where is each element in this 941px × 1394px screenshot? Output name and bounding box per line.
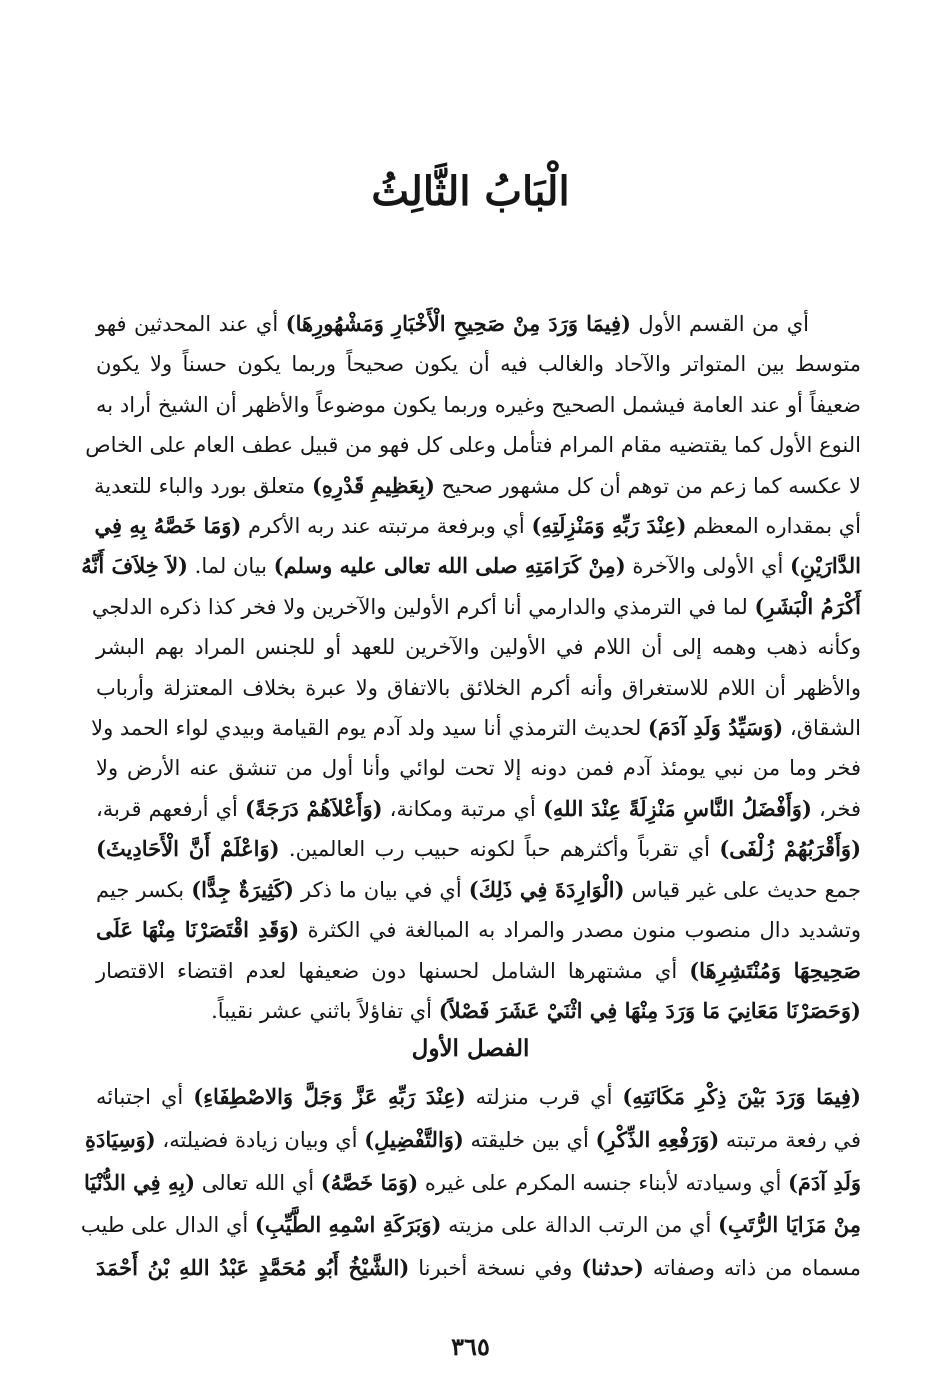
matn-quote: مِنْ مَزَايَا الرُّتَبِ) [718, 1212, 861, 1238]
text-line [96, 829, 861, 869]
commentary-text: أي قرب منزلته [465, 1085, 623, 1109]
matn-quote: (وَقَدِ اقْتَصَرْنَا مِنْهَا عَلَى [96, 917, 300, 943]
matn-quote: (لاَ خِلاَفَ أَنَّهُ [81, 553, 188, 579]
section-heading: الفصل الأول [411, 1035, 530, 1062]
commentary-text: لحديث الترمذي أنا سيد ولد آدم يوم القيامة وبيدي لواء الحمد ولا [91, 716, 648, 741]
text-line [96, 1076, 861, 1119]
matn-quote: (وَمَا خَصَّهُ) [320, 1169, 419, 1195]
matn-quote: (وَسِيَادَةِ [84, 1126, 156, 1152]
commentary-text: أي مرتبة ومكانة، [382, 796, 543, 821]
text-line [96, 910, 861, 950]
commentary-text: أي اجتبائه [96, 1085, 194, 1109]
commentary-text: متوسط بين المتواتر والآحاد والغالب فيه أن يكون صحيحاً وربما يكون حسناً ولا يكون [96, 352, 861, 377]
text-line [96, 385, 861, 425]
matn-quote: (عِنْدَ رَبِّهِ عَزَّ وَجَلَّ وَالاصْطِفَاءِ) [193, 1084, 466, 1109]
matn-quote: (وَسَيِّدُ وَلَدِ آدَمَ) [647, 715, 784, 741]
matn-quote: (عِنْدَ رَبِّهِ وَمَنْزِلَتِهِ) [531, 513, 687, 539]
commentary-text: مسماه من ذاته وصفاته [643, 1256, 861, 1281]
commentary-text: أي الله تعالى [195, 1170, 321, 1195]
matn-quote: (مِنْ كَرَامَتِهِ صلى الله تعالى عليه وسلم) [273, 553, 626, 579]
matn-quote: (فِيمَا وَرَدَ مِنْ صَحِيحِ الْأَخْبَارِ وَمَشْهُورِهَا) [285, 311, 631, 336]
text-line [84, 1162, 861, 1205]
commentary-text: أي وبيان زيادة فضيلته، [155, 1127, 365, 1152]
text-line [96, 748, 861, 788]
commentary-text: النوع الأول كما يقتضيه مقام المرام فتأمل وعلى كل فهو من قبيل عطف العام على الخاص [85, 433, 861, 458]
text-line [96, 668, 861, 708]
commentary-text: أي أرفعهم قربة، [96, 796, 246, 821]
commentary-text: أي من الرتب الدالة على مزيته [441, 1213, 718, 1238]
text-line [96, 870, 861, 910]
text-line [96, 627, 861, 667]
matn-quote: (كَثِيرَةٌ جِدًّا) [191, 876, 294, 902]
commentary-text: أي مشتهرها الشامل لحسنها دون ضعيفها لعدم اقتضاء الاقتصار [96, 958, 690, 983]
text-line [84, 1119, 861, 1162]
commentary-text: وفي نسخة أخبرنا [409, 1256, 582, 1281]
chapter-intro-paragraph [81, 304, 862, 1031]
matn-quote: (وَمَا خَصَّهُ بِهِ فِي [94, 513, 242, 539]
commentary-text: أي وبرفعة مرتبته عند ربه الأكرم [241, 514, 532, 539]
commentary-text: لا عكسه كما زعم من توهم أن كل مشهور صحيح [434, 473, 861, 498]
matn-quote: (فِيمَا وَرَدَ بَيْنَ ذِكْرِ مَكَانَتِهِ) [622, 1084, 861, 1109]
matn-quote: (بِهِ فِي الدُّنْيَا [84, 1169, 196, 1195]
matn-quote: (وَحَصَرْنَا مَعَانِيَ مَا وَرَدَ مِنْهَا فِي اثْنَيْ عَشَرَ فَصْلاً) [438, 997, 861, 1023]
chapter-title: الْبَابُ الثَّالِثُ [371, 168, 570, 215]
matn-quote: (وَأَقْرَبُهُمْ زُلْفَى) [719, 836, 862, 862]
text-line [80, 1204, 861, 1247]
matn-quote: (وَأَفْضَلُ النَّاسِ مَنْزِلَةً عِنْدَ اللهِ) [542, 795, 812, 821]
text-line [96, 1247, 861, 1290]
matn-quote: أَكْرَمُ الْبَشَرِ) [754, 593, 861, 619]
commentary-text: أي تقرباً وأكثرهم حباً لكونه حبيب رب العالمين. [279, 837, 720, 862]
matn-quote: (وَالتَّفْضِيلِ) [364, 1126, 464, 1152]
commentary-text: أي بين خليقته [463, 1127, 596, 1152]
matn-quote: (وَرَفْعِهِ الذِّكْرِ) [595, 1126, 720, 1152]
commentary-text: الشقاق، [783, 716, 861, 741]
text-line [85, 425, 861, 465]
text-line [96, 506, 861, 546]
commentary-text: أي عند المحدثين فهو [96, 312, 286, 336]
text-line [96, 789, 861, 829]
commentary-text: أي بمقداره المعظم [686, 514, 861, 539]
commentary-text: جمع حديث على غير قياس [624, 877, 861, 902]
commentary-text: لما في الترمذي والدارمي أنا أكرم الأولين والآخرين ولا فخر كذا ذكره الدلجي [91, 594, 755, 619]
section-body-paragraph [80, 1076, 861, 1290]
matn-quote: (الشَّيْخُ أَبُو مُحَمَّدٍ عَبْدُ اللهِ بْنُ أَحْمَدَ [96, 1255, 410, 1281]
commentary-text: بيان لما. [188, 554, 274, 579]
text-line [93, 466, 861, 506]
text-line [81, 546, 861, 586]
commentary-text: أي تفاؤلاً باثني عشر نقيباً. [211, 998, 439, 1023]
matn-quote: (الْوَارِدَةَ فِي ذَلِكَ) [468, 876, 625, 902]
commentary-text: فخر، [811, 796, 862, 821]
commentary-text: أي وسيادته لأبناء جنسه المكرم على غيره [418, 1170, 788, 1195]
text-line [91, 587, 861, 627]
matn-quote: (بِعَظِيمِ قَدْرِهِ) [311, 472, 435, 498]
commentary-text: أي من القسم الأول [630, 312, 809, 336]
commentary-text: وكأنه ذهب وهمه إلى أن اللام في الأولين والآخرين للعهد أو للجنس المراد بهم البشر [96, 635, 861, 660]
text-line [96, 304, 861, 344]
matn-quote: (وَاعْلَمْ أَنَّ الْأَحَادِيثَ) [96, 836, 280, 862]
matn-quote: وَلَدِ آدَمَ) [788, 1169, 861, 1195]
text-line [91, 708, 861, 748]
commentary-text: متعلق بورد والباء للتعدية [93, 473, 312, 498]
commentary-text: بكسر جيم [96, 877, 192, 902]
commentary-text: والأظهر أن اللام للاستغراق وأنه أكرم الخلائق بالاتفاق ولا عبرة بخلاف المعتزلة وأرباب [96, 675, 861, 700]
text-line [96, 951, 861, 991]
commentary-text: أي الأولى والآخرة [625, 554, 790, 579]
matn-quote: صَحِيحِهَا وَمُنْتَشِرِهَا) [689, 957, 861, 983]
matn-quote: (وَبَرَكَةِ اسْمِهِ الطَّيِّبِ) [254, 1212, 442, 1238]
text-line [96, 991, 861, 1031]
matn-quote: (وَأَعْلاَهُمْ دَرَجَةً) [245, 795, 383, 821]
commentary-text: ضعيفاً أو عند العامة فيشمل الصحيح وغيره وربما يكون موضوعاً والأظهر أن الشيخ أراد به [96, 392, 861, 417]
commentary-text: وتشديد دال منصوب منون مصدر والمراد به المبالغة في الكثرة [299, 918, 861, 943]
commentary-text: أي الدال على طيب [80, 1213, 255, 1238]
matn-quote: الدَّارَيْنِ) [790, 553, 861, 579]
page-number: ٣٦٥ [451, 1332, 490, 1361]
commentary-text: فخر وما من نبي يومئذ آدم فمن دونه إلا تحت لوائي وأنا أول من تنشق عنه الأرض ولا [96, 756, 861, 781]
matn-quote: (حدثنا) [581, 1255, 644, 1281]
text-line [96, 344, 861, 384]
commentary-text: في رفعة مرتبته [719, 1127, 861, 1152]
commentary-text: أي في بيان ما ذكر [293, 877, 469, 902]
